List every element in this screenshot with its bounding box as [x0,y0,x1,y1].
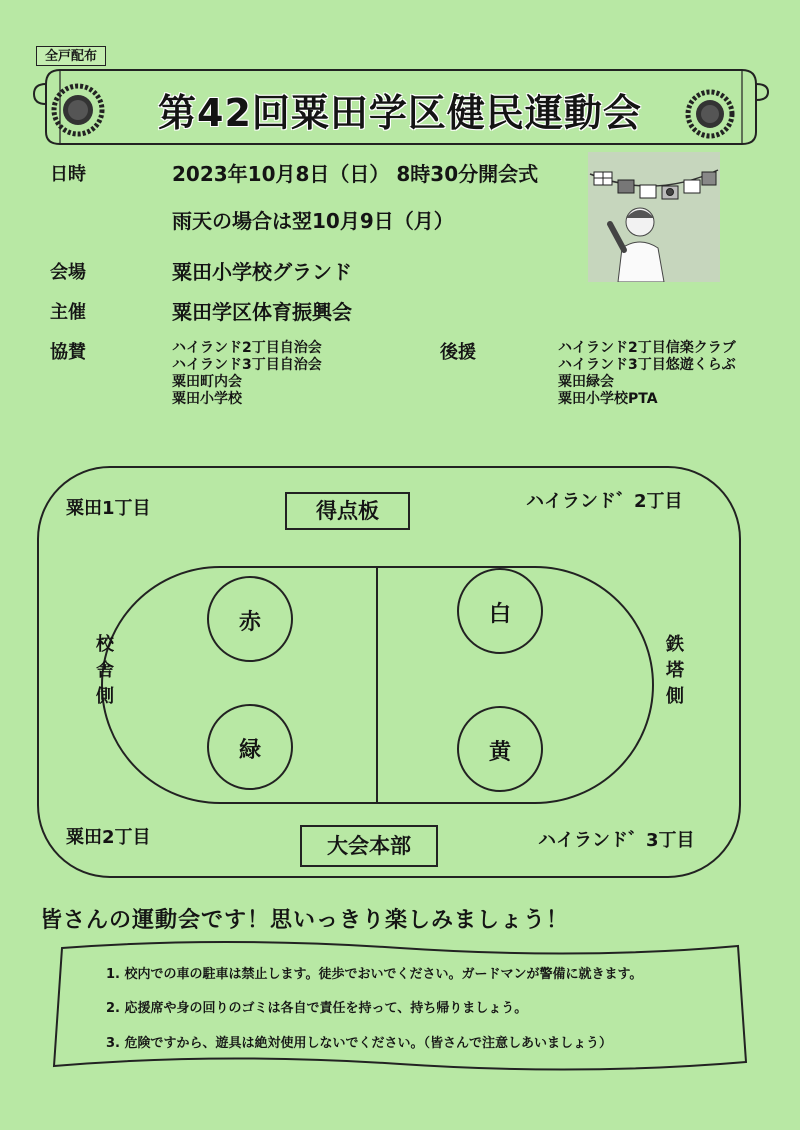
note-item: 1. 校内での車の駐車は禁止します。徒歩でおいでください。ガードマンが警備に就きます。 [106,967,643,982]
headquarters-box: 大会本部 [300,825,438,867]
organizer-value: 粟田学区体育振興会 [172,300,352,324]
area-highland-2: ハイランド゛2丁目 [526,491,683,512]
supporter-item: ハイランド2丁目信楽クラブ [558,340,736,356]
sponsor-item: ハイランド3丁目自治会 [172,357,322,373]
team-green-label: 緑 [238,738,261,763]
datetime-label: 日時 [50,164,86,185]
sponsor-list [172,340,322,408]
page-title: 第42回粟田学区健民運動会 [158,91,642,135]
sponsor-item: 粟田小学校 [172,391,242,407]
area-highland-3: ハイランド゛3丁目 [538,830,695,851]
team-white-label: 白 [488,602,511,627]
sponsor-item: ハイランド2丁目自治会 [172,340,322,356]
datetime-value: 2023年10月8日（日） 8時30分開会式 [172,162,539,186]
scoreboard-box: 得点板 [285,492,410,530]
note-item: 2. 応援席や身の回りのゴミは各自で責任を持って、持ち帰りましょう。 [106,1001,528,1016]
area-awata-2: 粟田2丁目 [66,827,151,848]
sponsor-item: 粟田町内会 [172,374,242,390]
rain-date-value: 雨天の場合は翌10月9日（月） [172,209,454,233]
venue-label: 会場 [50,262,86,283]
supporter-item: ハイランド3丁目悠遊くらぶ [558,357,736,373]
distribution-badge: 全戸配布 [36,46,106,66]
support-label: 後援 [440,342,476,363]
note-item: 3. 危険ですから、遊具は絶対使用しないでください。（皆さんで注意しあいましょう） [106,1036,613,1051]
school-building-side-label: 校舎側 [96,634,114,707]
venue-value: 粟田小学校グランド [172,260,352,284]
sunflower-left-icon [54,86,102,134]
supporter-list [558,340,736,408]
team-yellow-label: 黄 [488,740,511,765]
supporter-item: 粟田緑会 [558,374,614,390]
team-red-label: 赤 [238,610,261,635]
sports-day-illustration [588,152,720,282]
area-awata-1: 粟田1丁目 [66,498,151,519]
sponsor-label: 協賛 [50,342,86,363]
supporter-item: 粟田小学校PTA [558,391,658,407]
organizer-label: 主催 [50,302,86,323]
tagline: 皆さんの運動会です！思いっきり楽しみましょう！ [40,908,570,933]
tower-side-label: 鉄塔側 [666,634,684,707]
